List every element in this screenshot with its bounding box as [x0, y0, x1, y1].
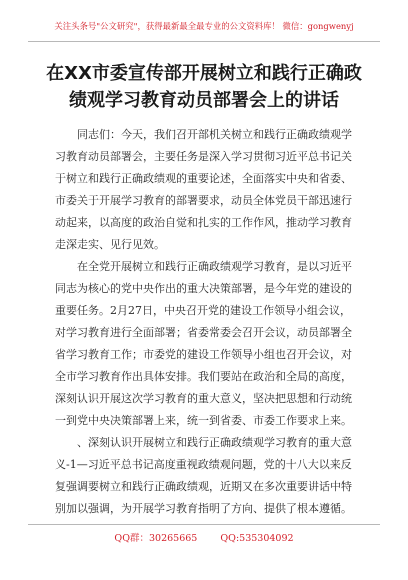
paragraph-line: 市委关于开展学习教育的部署要求，动员全体党员干部迅速行: [55, 194, 352, 207]
paragraph-line: 、深刻认识开展树立和践行正确政绩观学习教育的重大意: [77, 436, 352, 449]
paragraph-line: 一到党中央决策部署上来，统一到省委、市委工作要求上来。: [55, 414, 352, 427]
title-line-1: 在XX市委宣传部开展树立和践行正确政: [46, 63, 362, 84]
document-body: [55, 124, 359, 520]
paragraph-2: [55, 256, 359, 432]
paragraph-1: [55, 124, 359, 256]
paragraph-line: 走深走实、见行见效。: [55, 238, 165, 251]
paragraph-3: [55, 432, 359, 520]
paragraph-line: 习教育动员部署会，主要任务是深入学习贯彻习近平总书记关: [55, 150, 352, 163]
paragraph-line: 义-1—习近平总书记高度重视政绩观问题，党的十八大以来反: [55, 458, 352, 471]
title-line-2: 绩观学习教育动员部署会上的讲话: [69, 90, 339, 111]
paragraph-line: 同志为核心的党中央作出的重大决策部署，是今年党的建设的: [55, 282, 352, 295]
paragraph-line: 复强调要树立和践行正确政绩观，近期又在多次重要讲话中特: [55, 480, 352, 493]
paragraph-line: 动起来，以高度的政治自觉和扎实的工作作风，推动学习教育: [55, 216, 352, 229]
paragraph-line: 省学习教育工作；市委党的建设工作领导小组也召开会议，对: [55, 348, 352, 361]
document-title: [30, 60, 378, 114]
paragraph-line: 同志们：今天，我们召开部机关树立和践行正确政绩观学: [77, 128, 352, 141]
footer-contact: [0, 530, 408, 544]
paragraph-line: 重要任务。2月27日，中央召开党的建设工作领导小组会议，: [55, 304, 351, 317]
paragraph-line: 在全党开展树立和践行正确政绩观学习教育，是以习近平: [77, 260, 352, 273]
paragraph-line: 深刻认识开展这次学习教育的重大意义，坚决把思想和行动统: [55, 392, 352, 405]
paragraph-line: 于树立和践行正确政绩观的重要论述，全面落实中央和省委、: [55, 172, 352, 185]
paragraph-line: 别加以强调，为开展学习教育指明了方向、提供了根本遵循。: [55, 502, 352, 515]
footer-qq-group: QQ群：30265665: [114, 533, 198, 544]
footer-qq-number: QQ:535304092: [220, 533, 294, 544]
paragraph-line: 对学习教育进行全面部署；省委常委会召开会议，动员部署全: [55, 326, 352, 339]
header-promo-note: 关注头条号"公文研究"，获得最新最全最专业的公文资料库！ 微信：gongwenyj: [54, 21, 354, 31]
footer-divider: [28, 524, 380, 525]
header-divider: [28, 41, 380, 42]
paragraph-line: 全市学习教育作出具体安排。我们要站在政治和全局的高度，: [55, 370, 352, 383]
